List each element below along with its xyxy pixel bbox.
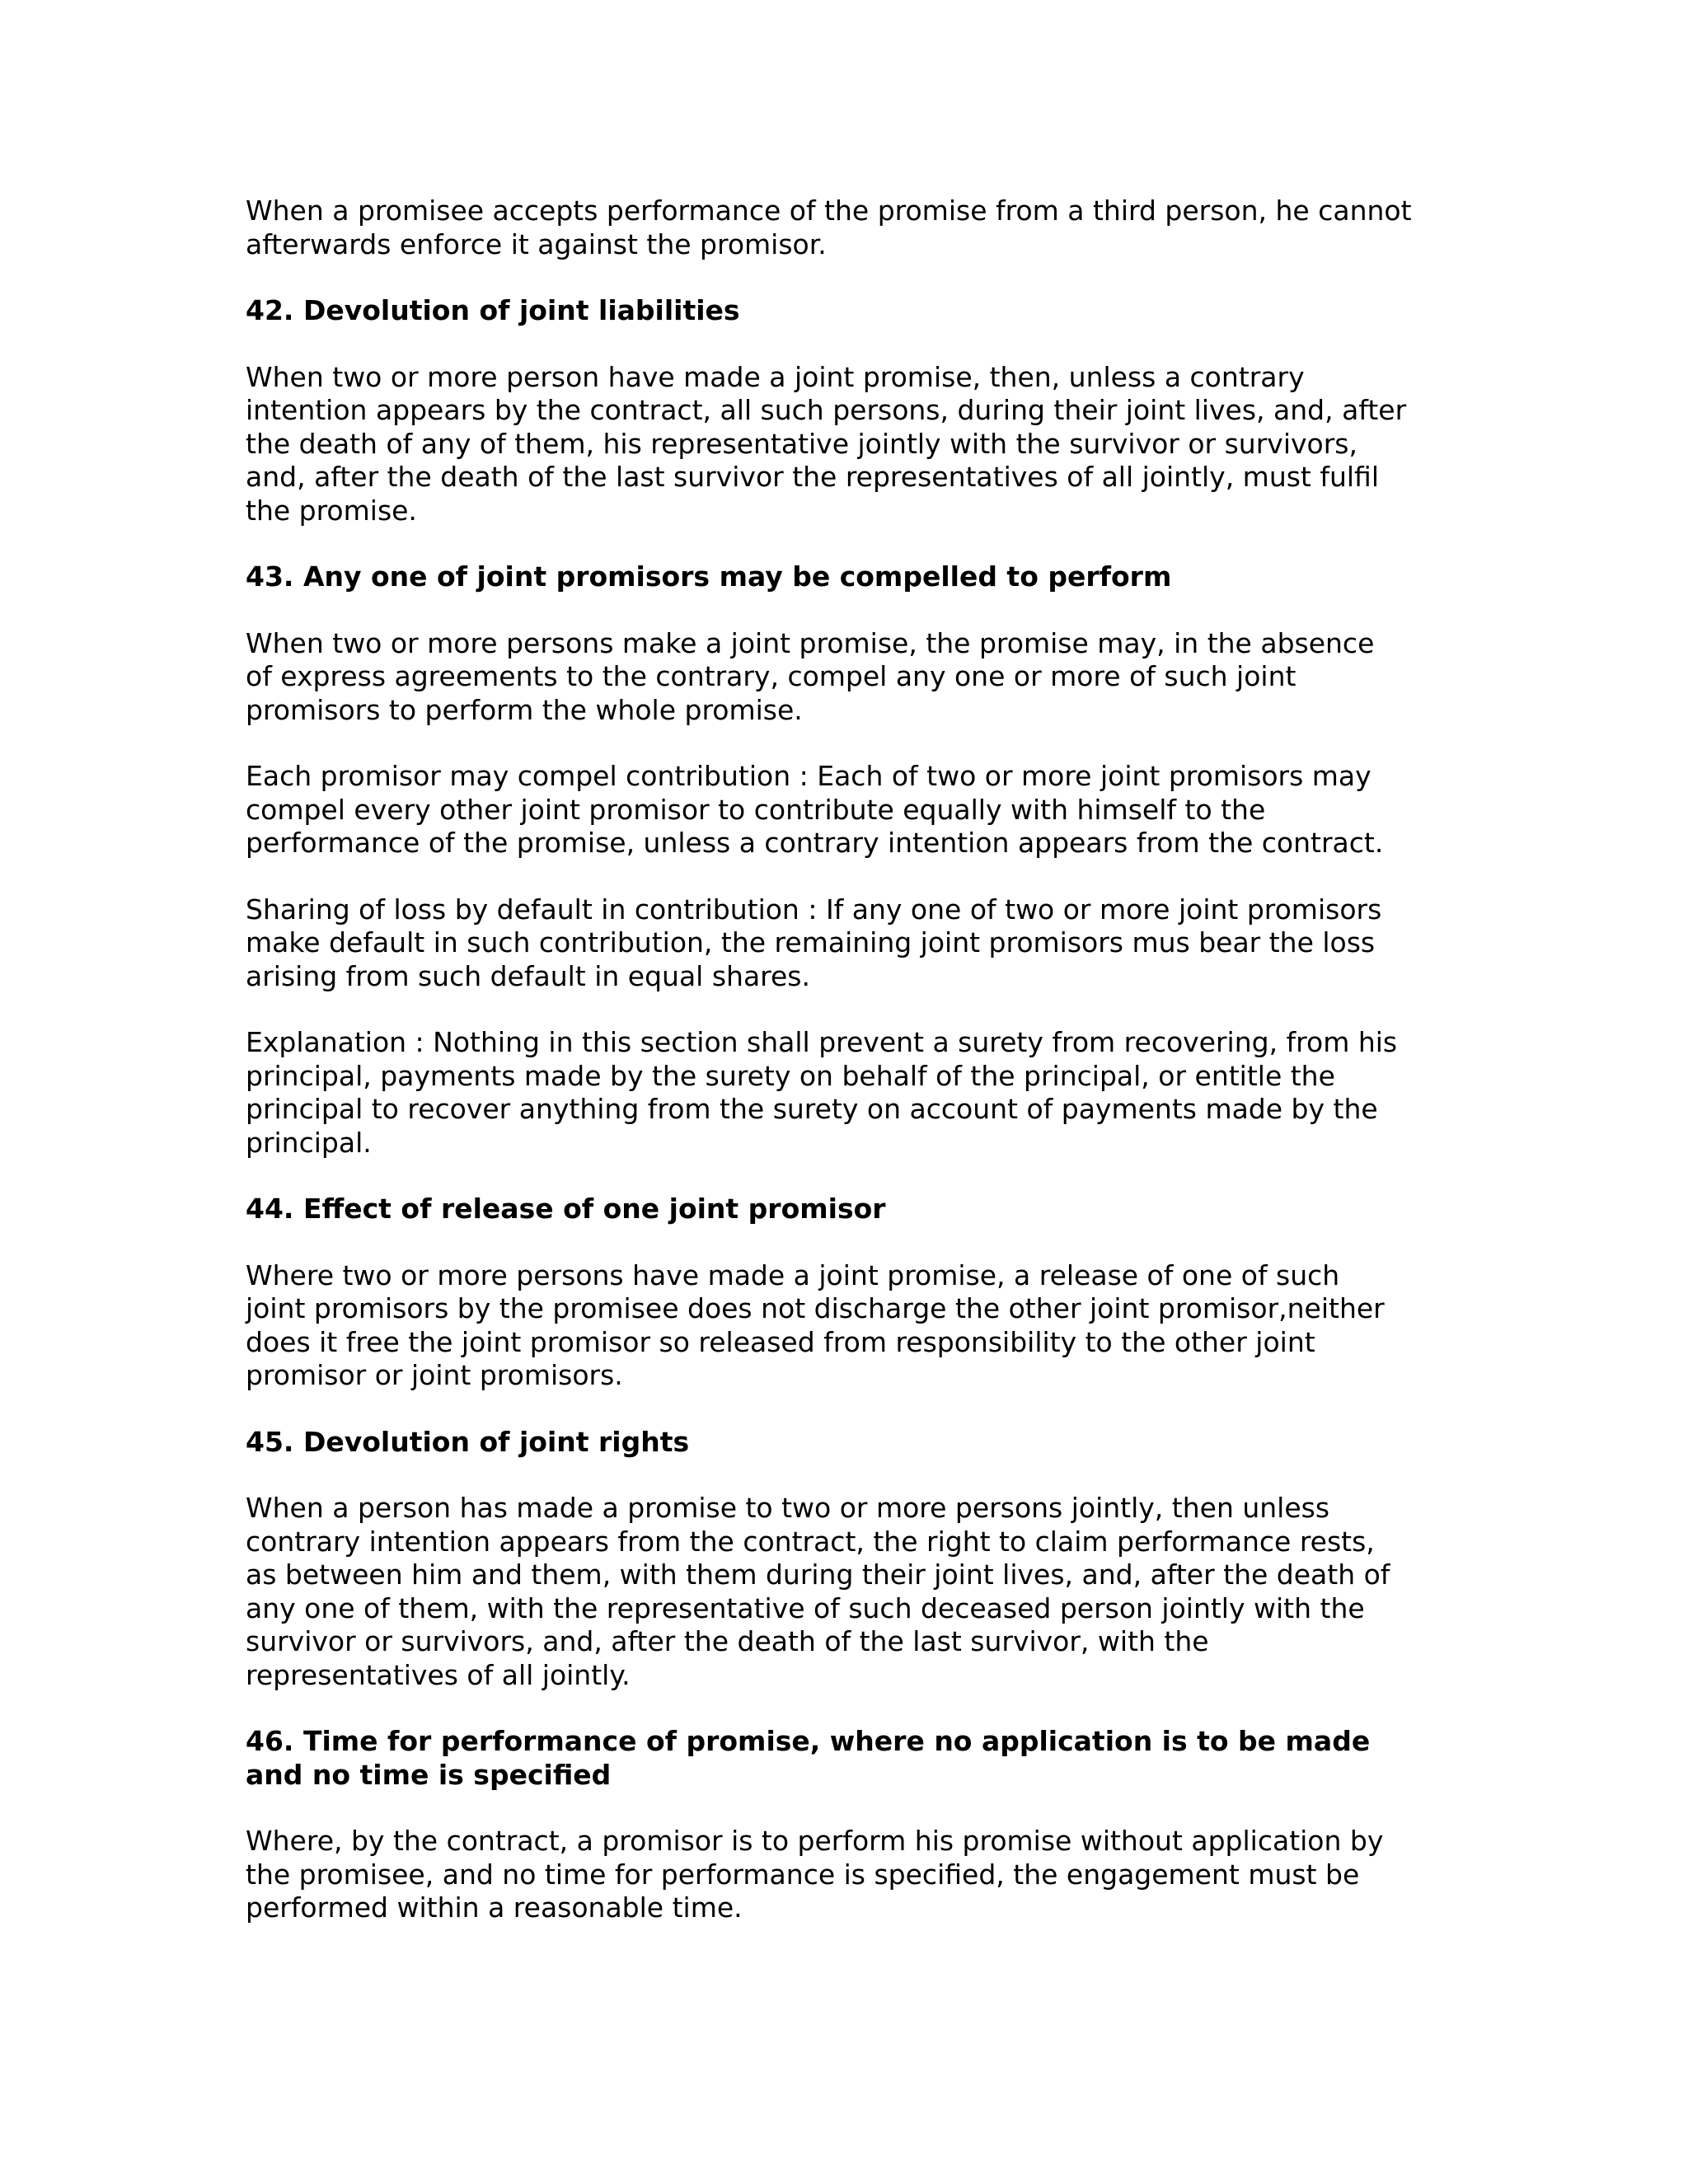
section-45-heading: 45. Devolution of joint rights: [246, 1425, 690, 1458]
document-body: [246, 194, 1449, 1958]
section-44-heading: 44. Effect of release of one joint promisor: [246, 1193, 886, 1225]
section-42-heading: 42. Devolution of joint liabilities: [246, 294, 740, 326]
section-43-paragraph: When two or more persons make a joint promise, the promise may, in the absence of express agreements to the contrary, compel any one or more of such joint promisors to perform the whole promise.: [246, 626, 1375, 726]
contribution-paragraph: Each promisor may compel contribution : Each of two or more joint promisors may compel every other joint promisor to contribute equally with himself to the performance of the promise, unless a contrary intention appears from the contract.: [246, 760, 1384, 859]
section-46-paragraph: Where, by the contract, a promisor is to perform his promise without application by the promisee, and no time for performance is specified, the engagement must be performed within a reasonable time.: [246, 1825, 1384, 1924]
section-42-paragraph: When two or more person have made a joint promise, then, unless a contrary intention appears by the contract, all such persons, during their joint lives, and, after the death of any of them, his representative jointly with the survivor or survivors, and, after the death of the last survivor the representatives of all jointly, must fulfil the promise.: [246, 360, 1407, 527]
intro-paragraph: When a promisee accepts performance of the promise from a third person, he cannot afterwards enforce it against the promisor.: [246, 194, 1412, 260]
explanation-paragraph: Explanation : Nothing in this section shall prevent a surety from recovering, from his principal, payments made by the surety on behalf of the principal, or entitle the principal to recover anything from the surety on account of payments made by the principal.: [246, 1026, 1398, 1159]
section-43-heading: 43. Any one of joint promisors may be compelled to perform: [246, 560, 1172, 593]
section-46-heading: 46. Time for performance of promise, where no application is to be made and no time is specified: [246, 1725, 1371, 1791]
section-44-paragraph: Where two or more persons have made a joint promise, a release of one of such joint promisors by the promisee does not discharge the other joint promisor,neither does it free the joint promisor so released from responsibility to the other joint promisor or joint promisors.: [246, 1258, 1385, 1391]
section-45-paragraph: When a person has made a promise to two or more persons jointly, then unless contrary intention appears from the contract, the right to claim performance rests, as between him and them, with them during their joint lives, and, after the death of any one of them, with the representative of such deceased person jointly with the survivor or survivors, and, after the death of the last survivor, with the representatives of all jointly.: [246, 1492, 1390, 1691]
sharing-of-loss-paragraph: Sharing of loss by default in contribution : If any one of two or more joint promisors make default in such contribution, the remaining joint promisors mus bear the loss arising from such default in equal shares.: [246, 893, 1382, 992]
